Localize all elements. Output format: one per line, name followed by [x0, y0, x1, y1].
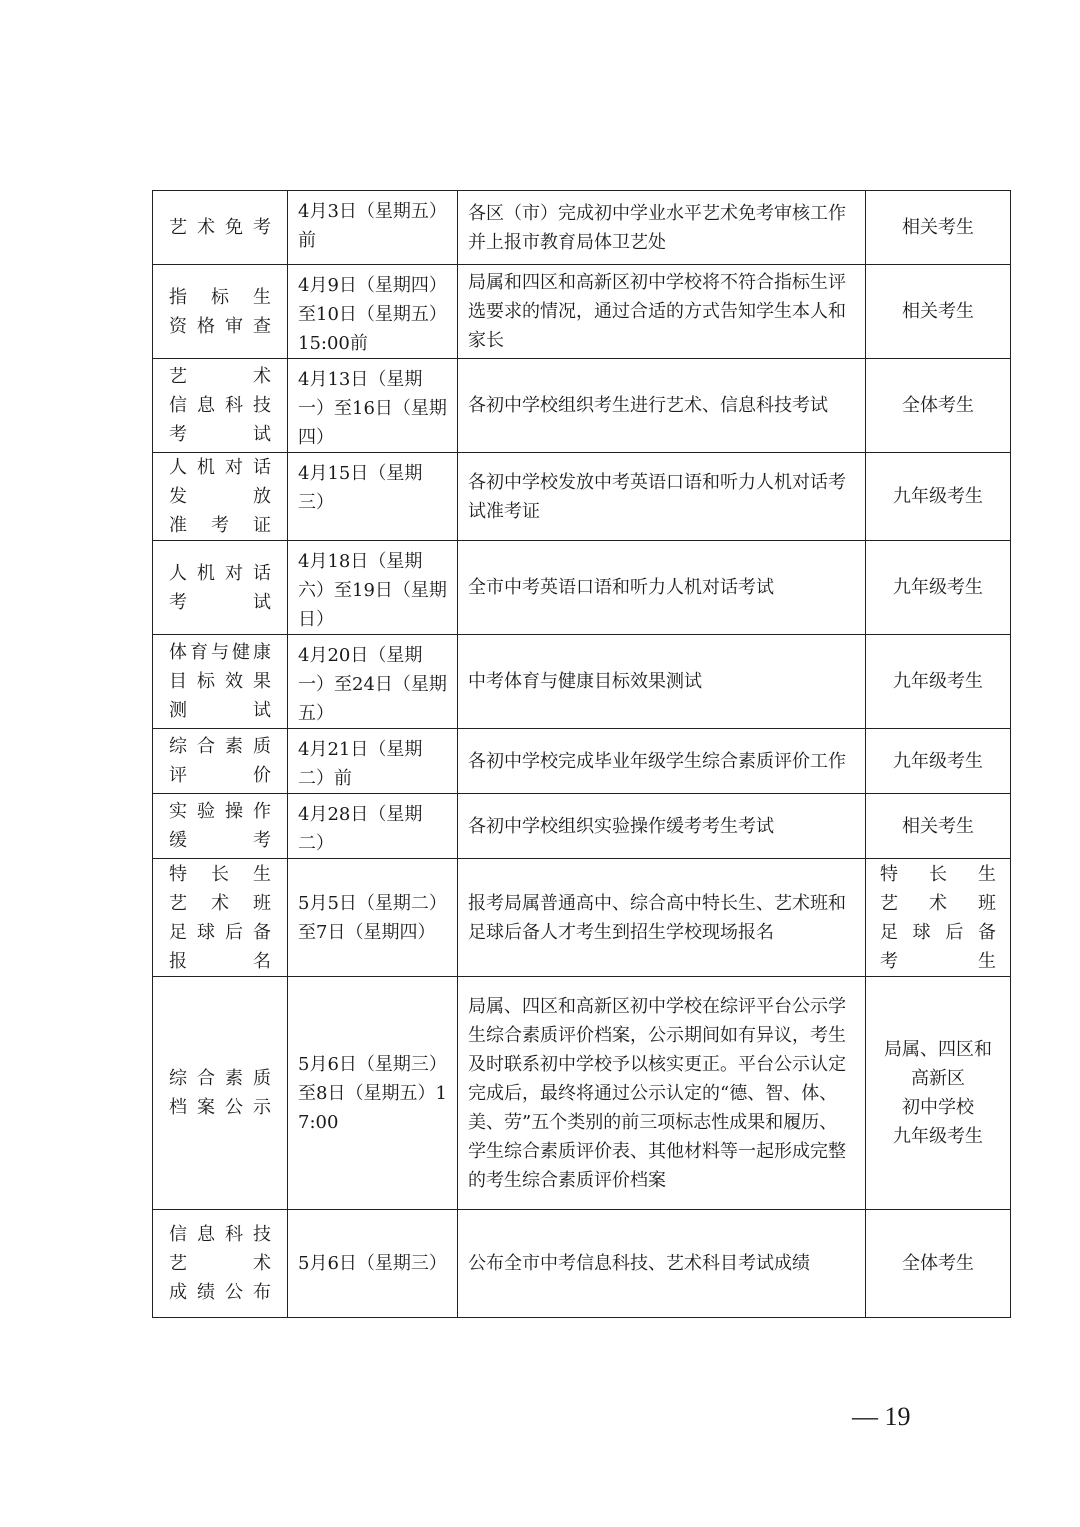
target-line: 高新区 [911, 1068, 965, 1089]
target-line: 局属、四区和 [884, 1039, 992, 1060]
time-cell: 4月28日（星期二） [288, 794, 458, 859]
item-cell [153, 191, 288, 265]
time-cell: 4月13日（星期一）至16日（星期四） [288, 359, 458, 453]
table-row [153, 729, 1011, 794]
target-cell [866, 729, 1011, 794]
target-line: 九年级考生 [893, 750, 983, 772]
target-cell [866, 794, 1011, 859]
table-row [153, 191, 1011, 265]
target-line: 九年级考生 [893, 671, 983, 692]
item-line: 指标生 [169, 286, 271, 308]
item-cell [153, 453, 288, 541]
item-line: 足球后备 [169, 921, 271, 943]
time-cell: 5月6日（星期三） [288, 1210, 458, 1318]
target-cell [866, 359, 1011, 453]
item-cell [153, 859, 288, 977]
content-cell: 各区（市）完成初中学业水平艺术免考审核工作并上报市教育局体卫艺处 [458, 191, 866, 265]
item-line: 档案公示 [169, 1097, 271, 1118]
time-cell: 5月6日（星期三）至8日（星期五）17:00 [288, 977, 458, 1210]
item-line: 报名 [169, 950, 271, 972]
item-line: 信息科技 [169, 395, 271, 416]
target-cell [866, 453, 1011, 541]
table-row [153, 635, 1011, 729]
target-line: 足球后备 [880, 921, 996, 943]
item-line: 信息科技 [169, 1224, 271, 1245]
content-cell: 局属和四区和高新区初中学校将不符合指标生评选要求的情况，通过合适的方式告知学生本人和家长 [458, 265, 866, 359]
target-line: 九年级考生 [893, 1126, 983, 1147]
content-cell: 各初中学校组织实验操作缓考考生考试 [458, 794, 866, 859]
item-cell [153, 265, 288, 359]
table-row [153, 265, 1011, 359]
content-cell: 各初中学校完成毕业年级学生综合素质评价工作 [458, 729, 866, 794]
target-cell [866, 541, 1011, 635]
item-cell [153, 541, 288, 635]
table-row [153, 859, 1011, 977]
time-cell: 4月21日（星期二）前 [288, 729, 458, 794]
item-line: 艺术班 [169, 892, 271, 914]
target-line: 相关考生 [902, 217, 974, 238]
item-line: 艺术 [169, 1253, 271, 1274]
target-cell [866, 265, 1011, 359]
item-line: 测试 [169, 700, 271, 721]
target-line: 艺术班 [880, 892, 996, 914]
item-cell [153, 794, 288, 859]
time-cell: 4月9日（星期四）至10日（星期五）15:00前 [288, 265, 458, 359]
time-cell: 4月20日（星期一）至24日（星期五） [288, 635, 458, 729]
content-cell: 公布全市中考信息科技、艺术科目考试成绩 [458, 1210, 866, 1318]
schedule-table [152, 190, 1011, 1318]
target-line: 相关考生 [902, 815, 974, 837]
table-row [153, 1210, 1011, 1318]
item-line: 实验操作 [169, 801, 271, 822]
item-line: 评价 [169, 765, 271, 786]
item-line: 人机对话 [169, 457, 271, 478]
content-cell: 局属、四区和高新区初中学校在综评平台公示学生综合素质评价档案，公示期间如有异议，考生及时联系初中学校予以核实更正。平台公示认定完成后，最终将通过公示认定的“德、智、体、美、劳”五个类别的前三项标志性成果和履历、学生综合素质评价表、其他材料等一起形成完整的考生综合素质评价档案 [458, 977, 866, 1210]
time-cell: 4月15日（星期三） [288, 453, 458, 541]
item-line: 艺术 [169, 366, 271, 387]
target-line: 考生 [880, 950, 996, 972]
item-cell [153, 359, 288, 453]
content-cell: 全市中考英语口语和听力人机对话考试 [458, 541, 866, 635]
content-cell: 各初中学校发放中考英语口语和听力人机对话考试准考证 [458, 453, 866, 541]
content-cell: 中考体育与健康目标效果测试 [458, 635, 866, 729]
item-line: 体育与健康 [169, 642, 271, 663]
time-cell: 4月3日（星期五）前 [288, 191, 458, 265]
item-line: 考试 [169, 591, 271, 613]
item-line: 艺术免考 [169, 217, 271, 238]
target-line: 九年级考生 [893, 577, 983, 598]
target-line: 相关考生 [902, 301, 974, 322]
item-line: 成绩公布 [169, 1282, 271, 1303]
item-line: 人机对话 [169, 562, 271, 584]
target-cell [866, 1210, 1011, 1318]
target-cell [866, 859, 1011, 977]
item-line: 考试 [169, 424, 271, 445]
item-line: 目标效果 [169, 671, 271, 692]
target-cell [866, 191, 1011, 265]
target-cell [866, 977, 1011, 1210]
table-row [153, 359, 1011, 453]
target-line: 全体考生 [902, 1253, 974, 1274]
target-cell [866, 635, 1011, 729]
item-line: 发放 [169, 486, 271, 507]
table-row [153, 541, 1011, 635]
item-cell [153, 1210, 288, 1318]
time-cell: 4月18日（星期六）至19日（星期日） [288, 541, 458, 635]
time-cell: 5月5日（星期二）至7日（星期四） [288, 859, 458, 977]
content-cell: 各初中学校组织考生进行艺术、信息科技考试 [458, 359, 866, 453]
item-line: 准考证 [169, 515, 271, 536]
item-cell [153, 977, 288, 1210]
item-cell [153, 635, 288, 729]
target-line: 特长生 [880, 863, 996, 885]
table-row [153, 453, 1011, 541]
target-line: 九年级考生 [893, 486, 983, 507]
page-number: — 19 [852, 1402, 911, 1431]
item-line: 综合素质 [169, 736, 271, 757]
item-line: 特长生 [169, 863, 271, 885]
target-line: 初中学校 [902, 1097, 974, 1118]
item-line: 综合素质 [169, 1068, 271, 1089]
item-line: 缓考 [169, 830, 271, 851]
target-line: 全体考生 [902, 395, 974, 416]
content-cell: 报考局属普通高中、综合高中特长生、艺术班和足球后备人才考生到招生学校现场报名 [458, 859, 866, 977]
table-row [153, 794, 1011, 859]
table-row [153, 977, 1011, 1210]
item-cell [153, 729, 288, 794]
item-line: 资格审查 [169, 315, 271, 337]
